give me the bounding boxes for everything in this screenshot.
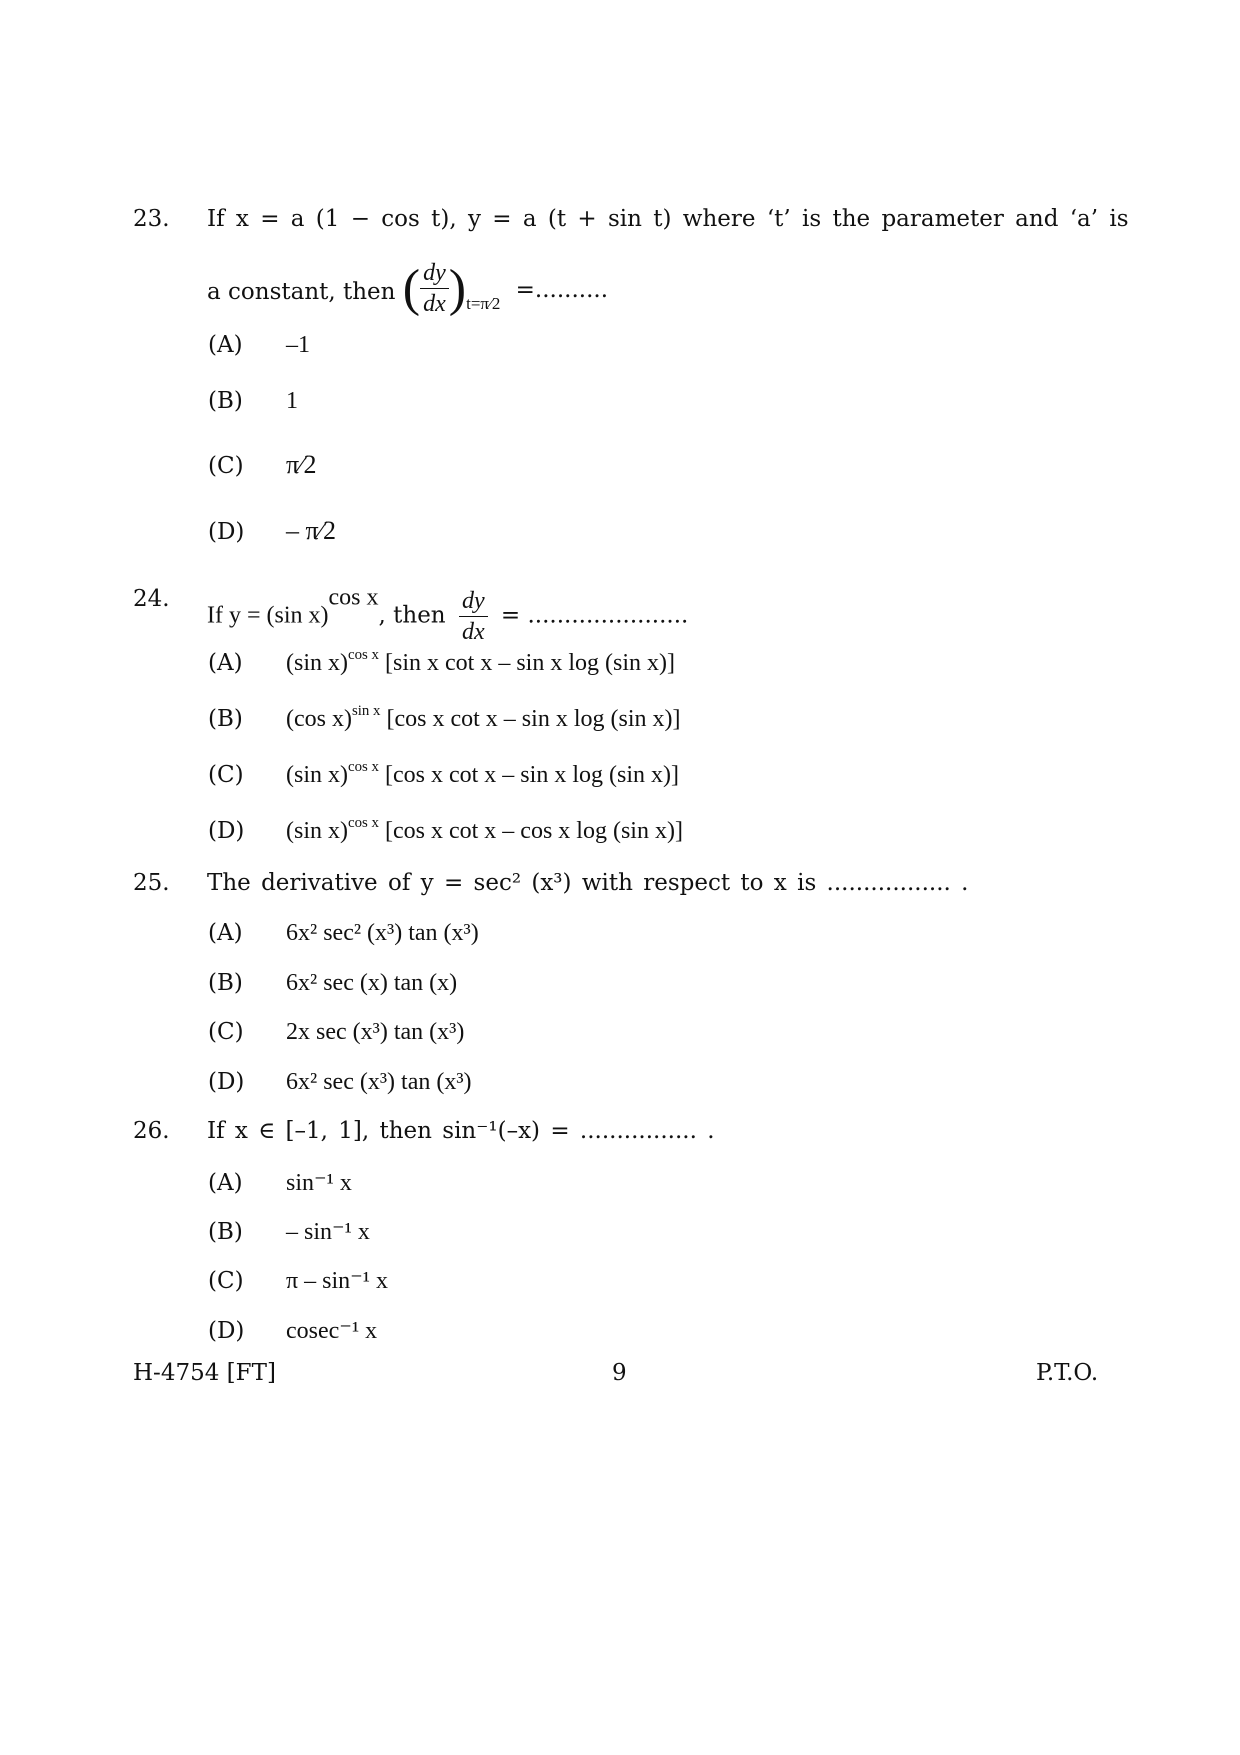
option-d[interactable] [208, 516, 336, 546]
option-d[interactable] [208, 1316, 377, 1345]
question-number: 26. [133, 1118, 170, 1144]
option-body: [cos x cot x – sin x log (sin x)] [386, 706, 681, 732]
option-label: (D) [208, 519, 245, 545]
option-b[interactable] [208, 970, 457, 997]
option-a[interactable] [208, 920, 479, 947]
option-base: (sin x) [286, 762, 348, 788]
derivative-fraction: $\frac{dy}{dx}$ [459, 586, 488, 647]
option-label: (B) [208, 706, 243, 732]
option-d[interactable] [208, 1069, 472, 1096]
option-label: (A) [208, 1170, 243, 1196]
question-number: 24. [133, 586, 170, 612]
option-value: – sin⁻¹ x [286, 1219, 370, 1245]
paper-code: H-4754 [FT] [133, 1360, 276, 1386]
question-text: The derivative of y = sec² (x³) with respect to x is ................. . [207, 870, 969, 896]
option-body: [sin x cot x – sin x log (sin x)] [385, 650, 675, 676]
option-base: (cos x) [286, 706, 352, 732]
question-text-prefix: a constant, then [207, 278, 396, 305]
option-label: (A) [208, 920, 243, 946]
option-value: sin⁻¹ x [286, 1170, 352, 1196]
option-label: (C) [208, 1268, 244, 1294]
option-label: (A) [208, 332, 243, 358]
option-b[interactable] [208, 388, 298, 415]
option-label: (D) [208, 1069, 245, 1095]
option-base: (sin x) [286, 650, 348, 676]
option-c[interactable] [208, 1019, 464, 1046]
option-value: 6x² sec (x³) tan (x³) [286, 1069, 472, 1095]
answer-blank: = ...................... [500, 602, 689, 629]
option-c[interactable] [208, 1266, 388, 1295]
option-exponent: cos x [348, 646, 379, 663]
option-value: 1 [286, 388, 298, 414]
option-a[interactable] [208, 1168, 352, 1197]
option-value: – π⁄2 [286, 516, 336, 545]
question-text: If x ∈ [–1, 1], then sin⁻¹(–x) = ................ . [207, 1118, 715, 1144]
option-c[interactable] [208, 450, 316, 480]
option-body: [cos x cot x – sin x log (sin x)] [385, 762, 679, 788]
question-text-mid: , then [378, 602, 446, 629]
option-c[interactable] [208, 758, 679, 789]
option-value: π – sin⁻¹ x [286, 1268, 388, 1294]
question-number: 23. [133, 206, 170, 232]
page-number: 9 [612, 1360, 627, 1386]
option-label: (C) [208, 1019, 244, 1045]
option-a[interactable] [208, 646, 675, 677]
option-exponent: cos x [348, 814, 379, 831]
exponent: cos x [328, 584, 379, 611]
option-label: (B) [208, 1219, 243, 1245]
option-value: –1 [286, 332, 310, 358]
option-value: π⁄2 [286, 450, 317, 479]
option-value: 2x sec (x³) tan (x³) [286, 1019, 465, 1045]
evaluation-subscript: t=π⁄2 [466, 293, 501, 313]
option-exponent: cos x [348, 758, 379, 775]
option-value: 6x² sec² (x³) tan (x³) [286, 920, 479, 946]
option-body: [cos x cot x – cos x log (sin x)] [385, 818, 683, 844]
option-label: (B) [208, 388, 243, 414]
option-value: 6x² sec (x) tan (x) [286, 970, 458, 996]
please-turn-over: P.T.O. [1036, 1360, 1099, 1386]
option-label: (C) [208, 762, 244, 788]
option-a[interactable] [208, 332, 310, 359]
option-value: cosec⁻¹ x [286, 1318, 378, 1344]
question-number: 25. [133, 870, 170, 896]
option-b[interactable] [208, 702, 681, 733]
option-label: (D) [208, 1318, 245, 1344]
option-label: (A) [208, 650, 243, 676]
option-b[interactable] [208, 1217, 370, 1246]
answer-blank: =.......... [515, 276, 609, 303]
option-label: (B) [208, 970, 243, 996]
option-label: (C) [208, 453, 244, 479]
question-text-prefix: If y = (sin x) [207, 602, 329, 629]
derivative-fraction: $\frac{dy}{dx}$ [420, 258, 449, 319]
option-base: (sin x) [286, 818, 348, 844]
option-d[interactable] [208, 814, 683, 845]
option-label: (D) [208, 818, 245, 844]
question-text: If x = a (1 − cos t), y = a (t + sin t) where ‘t’ is the parameter and ‘a’ is [207, 206, 1129, 232]
option-exponent: sin x [351, 702, 381, 719]
